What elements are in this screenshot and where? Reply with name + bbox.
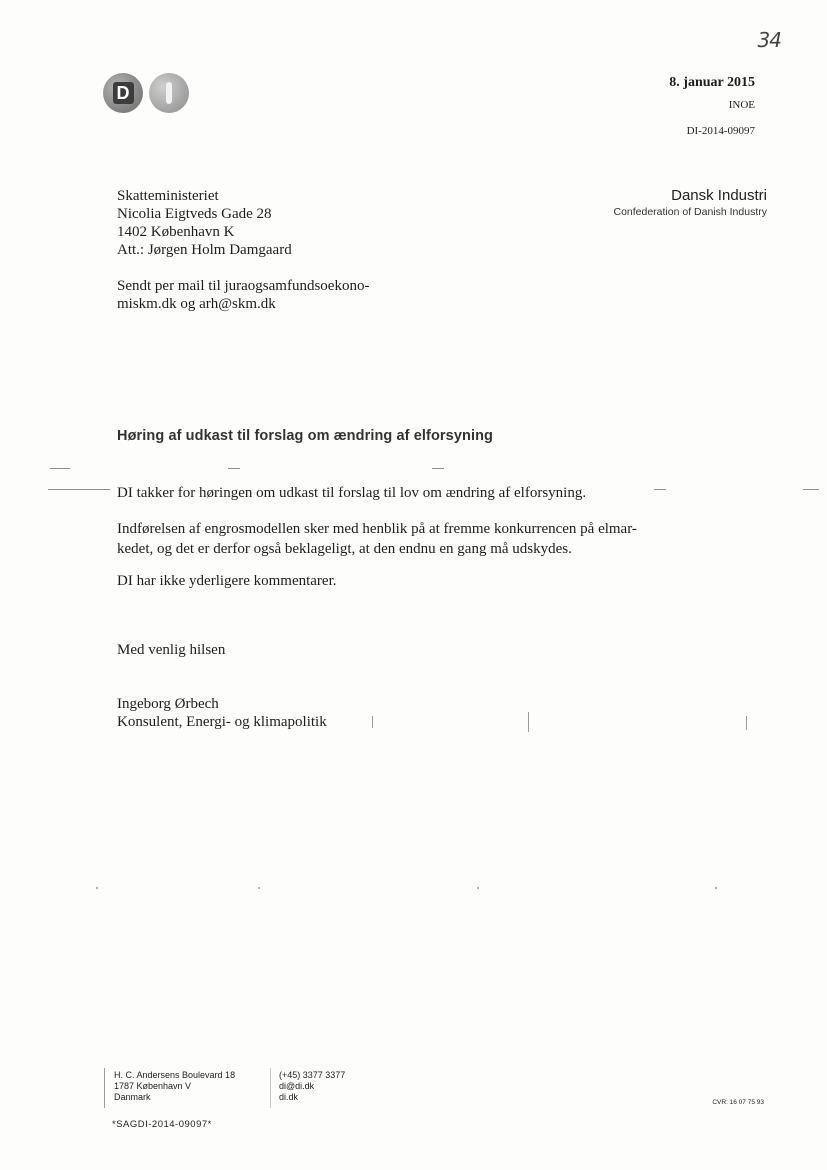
footer-address: [114, 1070, 235, 1103]
body-paragraph-1: DI takker for høringen om udkast til forslag til lov om ændring af elforsyning.: [117, 485, 587, 501]
paragraph-line: Indførelsen af engrosmodellen sker med henblik på at fremme konkurrencen på elmar-: [117, 521, 637, 537]
scan-dot: [715, 887, 717, 889]
body-paragraph-2: [117, 519, 697, 559]
letter-date: 8. januar 2015: [669, 75, 755, 90]
scan-mark: [746, 716, 747, 730]
scan-mark: [48, 489, 110, 490]
scan-dot: [96, 887, 98, 889]
scan-dot: [477, 887, 479, 889]
scan-mark: [432, 468, 444, 469]
sent-note: [117, 277, 369, 313]
recipient-line: Att.: Jørgen Holm Damgaard: [117, 242, 292, 258]
footer-cvr: CVR: 16 07 75 93: [712, 1099, 764, 1106]
footer-divider: [270, 1068, 271, 1108]
footer-website: di.dk: [279, 1092, 299, 1102]
closing-salutation: Med venlig hilsen: [117, 642, 226, 658]
footer-contact: [279, 1070, 345, 1103]
scan-mark: [50, 468, 70, 469]
body-paragraph-3: DI har ikke yderligere kommentarer.: [117, 573, 337, 589]
footer-phone: (+45) 3377 3377: [279, 1070, 346, 1080]
scan-mark: [228, 468, 240, 469]
di-logo: [103, 73, 189, 113]
signer-title: Konsulent, Energi- og klimapolitik: [117, 714, 327, 730]
scan-mark: [803, 489, 819, 490]
recipient-address: [117, 187, 292, 259]
logo-disc-d: [103, 73, 143, 113]
footer-address-line: Danmark: [114, 1092, 151, 1102]
logo-letter-i: [166, 82, 172, 104]
author-initials: INOE: [728, 99, 755, 111]
recipient-line: Skatteministeriet: [117, 188, 219, 204]
sender-block: [613, 187, 767, 219]
sender-subtitle: Confederation of Danish Industry: [613, 206, 767, 218]
letter-subject: Høring af udkast til forslag om ændring af elforsyning: [117, 428, 493, 444]
footer-barcode-text: *SAGDI-2014-09097*: [112, 1119, 212, 1130]
scan-dot: [258, 887, 260, 889]
signer-name: Ingeborg Ørbech: [117, 696, 219, 712]
signature-block: [117, 695, 327, 731]
sent-note-line: Sendt per mail til juraogsamfundsoekono-: [117, 278, 370, 294]
recipient-line: 1402 København K: [117, 224, 235, 240]
scan-mark: [528, 712, 529, 732]
case-reference: DI-2014-09097: [686, 125, 755, 137]
paragraph-line: kedet, og det er derfor også beklageligt, at den endnu en gang må udskydes.: [117, 541, 572, 557]
footer-address-line: 1787 København V: [114, 1081, 192, 1091]
scan-mark: [372, 716, 373, 728]
footer-divider: [104, 1068, 105, 1108]
footer-email: di@di.dk: [279, 1081, 315, 1091]
recipient-line: Nicolia Eigtveds Gade 28: [117, 206, 272, 222]
handwritten-page-number: 34: [757, 28, 781, 52]
sent-note-line: miskm.dk og arh@skm.dk: [117, 296, 276, 312]
logo-disc-i: [149, 73, 189, 113]
date-block: [669, 73, 755, 141]
logo-letter-d: D: [113, 82, 134, 104]
footer-address-line: H. C. Andersens Boulevard 18: [114, 1070, 236, 1080]
sender-name: Dansk Industri: [671, 187, 767, 204]
